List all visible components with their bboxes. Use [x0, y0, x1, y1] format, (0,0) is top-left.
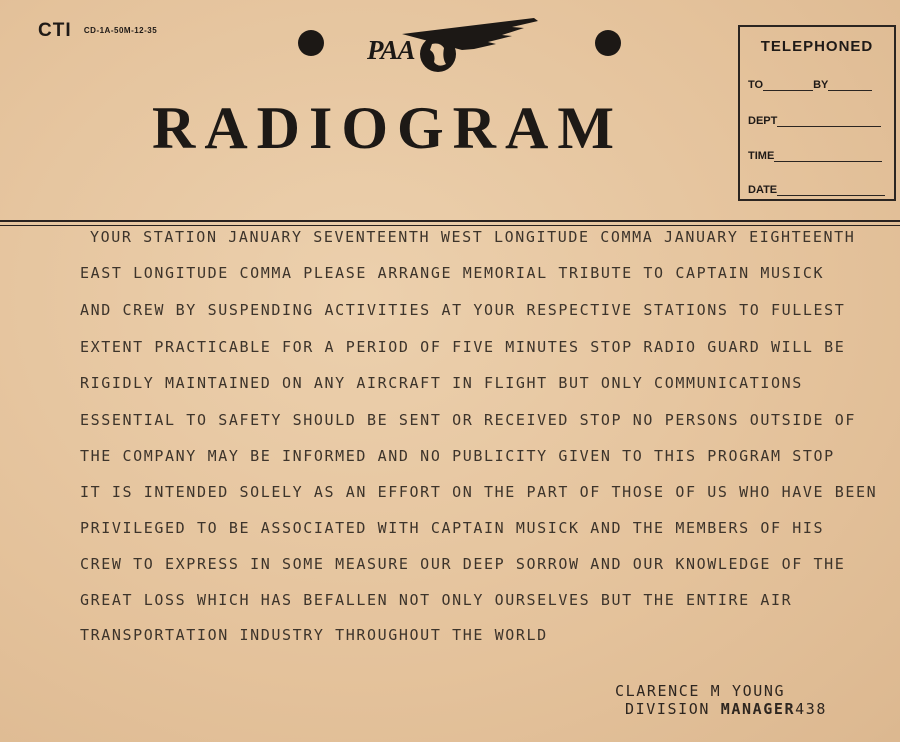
to-by-row — [748, 79, 872, 91]
header-divider — [0, 220, 900, 222]
right-dot-ornament — [595, 30, 621, 56]
date-line — [777, 185, 885, 196]
message-line: THE COMPANY MAY BE INFORMED AND NO PUBLICITY GIVEN TO THIS PROGRAM STOP — [80, 447, 835, 465]
signature-number: 438 — [795, 700, 828, 718]
telephoned-heading: TELEPHONED — [760, 38, 874, 55]
message-line: ESSENTIAL TO SAFETY SHOULD BE SENT OR RECEIVED STOP NO PERSONS OUTSIDE OF — [80, 411, 857, 429]
form-code — [38, 20, 157, 42]
header-divider-thin — [0, 225, 900, 226]
message-line: TRANSPORTATION INDUSTRY THROUGHOUT THE WORLD — [80, 626, 548, 644]
message-line: GREAT LOSS WHICH HAS BEFALLEN NOT ONLY OURSELVES BUT THE ENTIRE AIR — [80, 591, 793, 609]
logo-lettering: PAA — [367, 35, 415, 65]
time-row — [748, 150, 882, 162]
signature-title-prefix: DIVISION — [625, 700, 711, 718]
to-label: TO — [748, 79, 764, 91]
winged-globe-logo — [362, 14, 540, 80]
message-line: RIGIDLY MAINTAINED ON ANY AIRCRAFT IN FLIGHT BUT ONLY COMMUNICATIONS — [80, 374, 803, 392]
message-line: YOUR STATION JANUARY SEVENTEENTH WEST LONGITUDE COMMA JANUARY EIGHTEENTH — [90, 228, 856, 246]
message-line: AND CREW BY SUSPENDING ACTIVITIES AT YOUR RESPECTIVE STATIONS TO FULLEST — [80, 301, 846, 319]
time-label: TIME — [748, 150, 775, 162]
date-label: DATE — [748, 184, 778, 196]
message-line: EAST LONGITUDE COMMA PLEASE ARRANGE MEMORIAL TRIBUTE TO CAPTAIN MUSICK — [80, 264, 825, 282]
dept-line — [777, 116, 881, 127]
by-line — [828, 80, 872, 91]
date-row — [748, 184, 885, 196]
message-line: PRIVILEGED TO BE ASSOCIATED WITH CAPTAIN MUSICK AND THE MEMBERS OF HIS — [80, 519, 825, 537]
signature-title-role: MANAGER — [720, 700, 796, 718]
dept-row — [748, 115, 881, 127]
form-id: CTI — [38, 20, 72, 41]
dept-label: DEPT — [748, 115, 778, 127]
time-line — [774, 151, 882, 162]
left-dot-ornament — [298, 30, 324, 56]
radiogram-title: RADIOGRAM — [152, 95, 623, 161]
message-line: CREW TO EXPRESS IN SOME MEASURE OUR DEEP SORROW AND OUR KNOWLEDGE OF THE — [80, 555, 846, 573]
form-code-number: CD-1A-50M-12-35 — [83, 26, 158, 36]
signature-name: CLARENCE M YOUNG — [615, 682, 786, 700]
signature-title — [625, 700, 827, 718]
by-label: BY — [813, 79, 829, 91]
telephoned-box — [738, 25, 896, 201]
message-line: IT IS INTENDED SOLELY AS AN EFFORT ON THE PART OF THOSE OF US WHO HAVE BEEN — [80, 483, 878, 501]
message-line: EXTENT PRACTICABLE FOR A PERIOD OF FIVE MINUTES STOP RADIO GUARD WILL BE — [80, 338, 846, 356]
to-line — [763, 80, 813, 91]
